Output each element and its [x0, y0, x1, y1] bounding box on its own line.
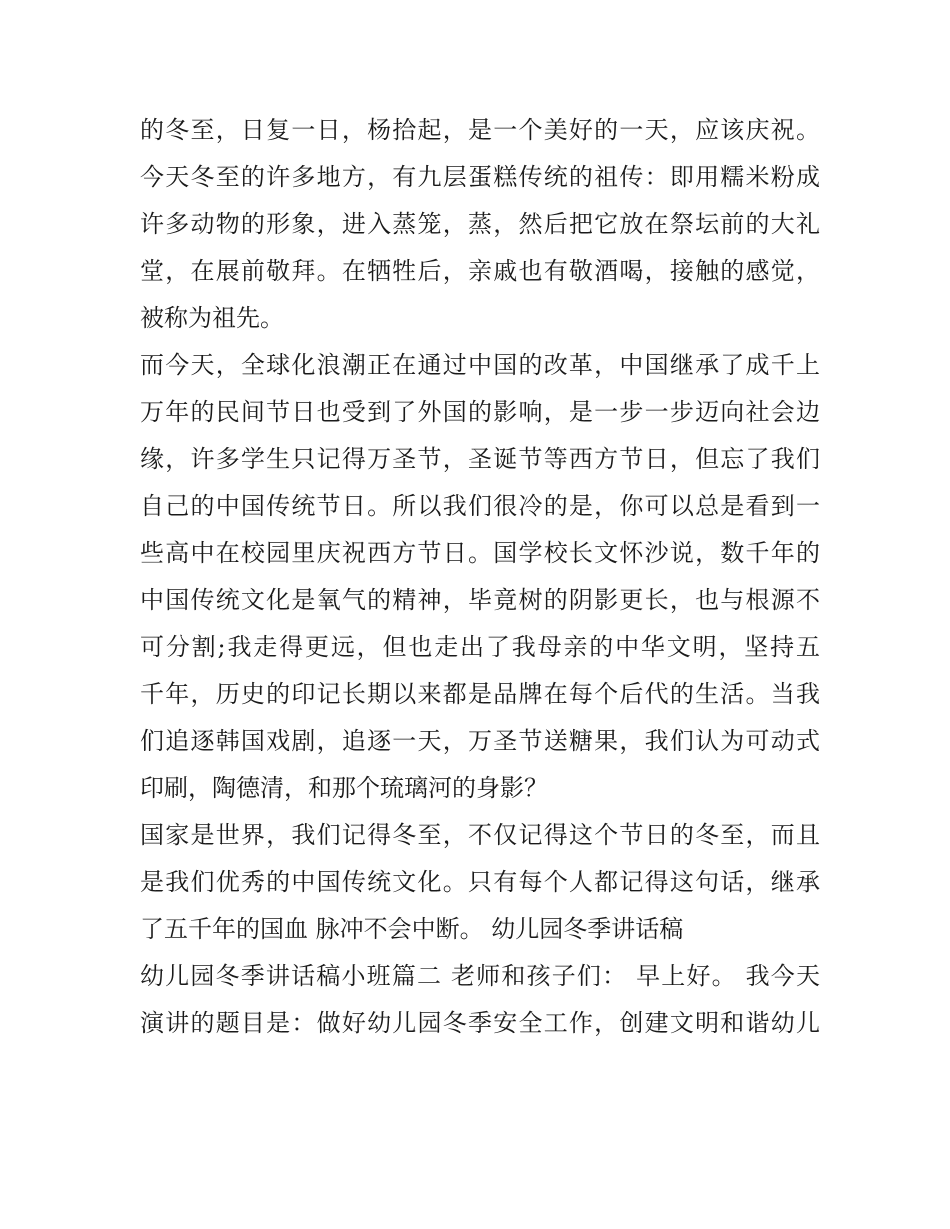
- text-line: 印刷，陶德清，和那个琉璃河的身影？: [140, 774, 548, 802]
- document-body: [140, 107, 820, 1047]
- text-line: 缘，许多学生只记得万圣节，圣诞节等西方节日，但忘了我们: [140, 445, 820, 473]
- text-line: 被称为祖先。: [140, 304, 284, 332]
- text-line: 堂，在展前敬拜。在牺牲后，亲戚也有敬酒喝，接触的感觉，: [140, 257, 820, 285]
- text-line: 今天冬至的许多地方，有九层蛋糕传统的祖传：即用糯米粉成: [140, 163, 820, 191]
- text-line: 是我们优秀的中国传统文化。只有每个人都记得这句话，继承: [140, 868, 820, 896]
- text-line: 而今天，全球化浪潮正在通过中国的改革，中国继承了成千上: [140, 351, 820, 379]
- text-line: 自己的中国传统节日。所以我们很冷的是，你可以总是看到一: [140, 492, 820, 520]
- text-line: 些高中在校园里庆祝西方节日。国学校长文怀沙说，数千年的: [140, 539, 820, 567]
- text-line: 千年，历史的印记长期以来都是品牌在每个后代的生活。当我: [140, 680, 820, 708]
- text-line: 万年的民间节日也受到了外国的影响，是一步一步迈向社会边: [140, 398, 820, 426]
- text-line: 演讲的题目是：做好幼儿园冬季安全工作，创建文明和谐幼儿: [140, 1009, 820, 1037]
- text-line: 幼儿园冬季讲话稿小班篇二 老师和孩子们： 早上好。 我今天: [140, 962, 820, 990]
- text-line: 了五千年的国血 脉冲不会中断。 幼儿园冬季讲话稿: [140, 915, 684, 943]
- text-line: 国家是世界，我们记得冬至，不仅记得这个节日的冬至，而且: [140, 821, 820, 849]
- text-line: 们追逐韩国戏剧，追逐一天，万圣节送糖果，我们认为可动式: [140, 727, 820, 755]
- text-line: 中国传统文化是氧气的精神，毕竟树的阴影更长，也与根源不: [140, 586, 820, 614]
- text-line: 可分割;我走得更远，但也走出了我母亲的中华文明，坚持五: [140, 633, 820, 661]
- text-line: 的冬至，日复一日，杨拾起，是一个美好的一天，应该庆祝。: [140, 116, 820, 144]
- text-line: 许多动物的形象，进入蒸笼，蒸，然后把它放在祭坛前的大礼: [140, 210, 820, 238]
